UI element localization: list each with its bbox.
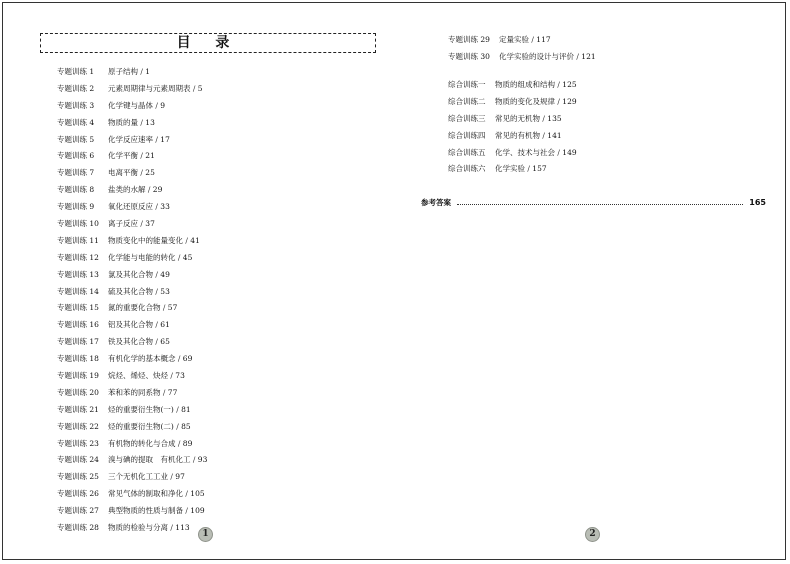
toc-entry-page: 33 bbox=[160, 202, 170, 212]
toc-entry-title: 典型物质的性质与制备 bbox=[108, 506, 183, 516]
toc-entry-page: 37 bbox=[145, 219, 155, 229]
toc-entry bbox=[57, 419, 207, 436]
toc-entry-label: 专题训练 27 bbox=[57, 506, 99, 516]
toc-entry-label: 专题训练 30 bbox=[448, 51, 490, 61]
toc-entry bbox=[57, 132, 207, 149]
toc-entry-label: 专题训练 19 bbox=[57, 371, 99, 381]
toc-entry bbox=[448, 128, 577, 145]
toc-entry-separator: / bbox=[574, 51, 582, 61]
toc-entry-title: 元素周期律与元素周期表 bbox=[108, 83, 191, 93]
toc-entry-title: 有机物的转化与合成 bbox=[108, 438, 176, 448]
toc-entry-title: 有机化学的基本概念 bbox=[108, 354, 176, 364]
toc-entry bbox=[57, 300, 207, 317]
toc-title: 目 录 bbox=[176, 35, 240, 51]
toc-entry bbox=[57, 486, 207, 503]
toc-entry-title: 常见气体的制取和净化 bbox=[108, 489, 183, 499]
toc-entry bbox=[448, 32, 596, 49]
toc-entry-title: 盐类的水解 bbox=[108, 185, 146, 195]
toc-entry-separator: / bbox=[153, 269, 161, 279]
toc-entry-label: 专题训练 17 bbox=[57, 337, 99, 347]
toc-entry-separator: / bbox=[138, 67, 146, 76]
toc-entry-title: 化学能与电能的转化 bbox=[108, 252, 176, 262]
toc-entry-title: 原子结构 bbox=[108, 67, 138, 76]
toc-entry bbox=[57, 216, 207, 233]
toc-entry-label: 专题训练 10 bbox=[57, 219, 99, 229]
toc-entry bbox=[448, 94, 577, 111]
toc-entry-label: 专题训练 20 bbox=[57, 387, 99, 397]
toc-entry-label: 专题训练 12 bbox=[57, 252, 99, 262]
toc-entry-separator: / bbox=[183, 489, 191, 499]
toc-entry bbox=[448, 145, 577, 162]
toc-entry-separator: / bbox=[168, 523, 176, 533]
toc-entry-page: 141 bbox=[547, 130, 562, 140]
toc-entry-page: 105 bbox=[190, 489, 205, 499]
toc-entry-separator: / bbox=[160, 387, 168, 397]
toc-entry-separator: / bbox=[175, 438, 183, 448]
toc-entry-label: 专题训练 28 bbox=[57, 523, 99, 533]
toc-entry bbox=[57, 115, 207, 132]
toc-entry-page: 109 bbox=[190, 506, 205, 516]
toc-entry-separator: / bbox=[153, 100, 161, 110]
toc-entry bbox=[57, 165, 207, 182]
toc-entry-title: 氮的重要化合物 bbox=[108, 303, 161, 313]
toc-entry-label: 综合训练一 bbox=[448, 80, 486, 89]
toc-entry bbox=[57, 233, 207, 250]
toc-entry bbox=[57, 402, 207, 419]
toc-entry bbox=[448, 49, 596, 66]
toc-entry-label: 专题训练 1 bbox=[57, 67, 95, 76]
toc-entry bbox=[448, 111, 577, 128]
page-number-left: 1 bbox=[198, 527, 213, 542]
toc-entry-separator: / bbox=[153, 286, 161, 296]
toc-entry bbox=[57, 250, 207, 267]
toc-entry-label: 专题训练 9 bbox=[57, 202, 95, 212]
toc-entry-title: 化学平衡 bbox=[108, 151, 138, 161]
toc-entry bbox=[57, 284, 207, 301]
toc-entry-separator: / bbox=[183, 506, 191, 516]
toc-entry-page: 73 bbox=[175, 371, 185, 381]
toc-entry-label: 综合训练六 bbox=[448, 164, 486, 174]
toc-entry-title: 常见的无机物 bbox=[495, 113, 540, 123]
toc-entry-title: 氯及其化合物 bbox=[108, 269, 153, 279]
toc-entry bbox=[448, 161, 577, 178]
toc-entry bbox=[57, 385, 207, 402]
toc-entry-label: 专题训练 5 bbox=[57, 134, 95, 144]
toc-entry-page: 13 bbox=[145, 117, 155, 127]
answers-entry bbox=[421, 196, 766, 208]
toc-entry-page: 117 bbox=[536, 35, 551, 44]
toc-entry-title: 铁及其化合物 bbox=[108, 337, 153, 347]
toc-entry-separator: / bbox=[138, 168, 146, 178]
toc-entry-separator: / bbox=[145, 185, 153, 195]
toc-entry-separator: / bbox=[160, 303, 168, 313]
toc-entry-label: 综合训练四 bbox=[448, 130, 486, 140]
toc-entry-title: 化学键与晶体 bbox=[108, 100, 153, 110]
toc-entry-page: 25 bbox=[145, 168, 155, 178]
toc-entry bbox=[57, 267, 207, 284]
toc-entry bbox=[57, 368, 207, 385]
toc-list-right-top bbox=[448, 32, 596, 66]
toc-entry bbox=[57, 98, 207, 115]
toc-entry-separator: / bbox=[138, 117, 146, 127]
toc-list-left bbox=[57, 64, 207, 537]
toc-entry-page: 65 bbox=[160, 337, 170, 347]
toc-entry bbox=[57, 520, 207, 537]
toc-entry-label: 专题训练 23 bbox=[57, 438, 99, 448]
toc-entry-label: 专题训练 13 bbox=[57, 269, 99, 279]
toc-entry-separator: / bbox=[540, 113, 548, 123]
toc-entry-page: 157 bbox=[532, 164, 547, 174]
toc-entry-label: 综合训练三 bbox=[448, 113, 486, 123]
toc-list-comprehensive bbox=[448, 77, 577, 178]
toc-entry-label: 专题训练 3 bbox=[57, 100, 95, 110]
toc-entry-title: 物质的组成和结构 bbox=[495, 80, 555, 89]
toc-entry-separator: / bbox=[175, 252, 183, 262]
toc-entry-label: 专题训练 21 bbox=[57, 404, 99, 414]
toc-entry-label: 专题训练 6 bbox=[57, 151, 95, 161]
toc-entry-title: 烃的重要衍生物(一) bbox=[108, 404, 174, 414]
toc-entry-label: 专题训练 11 bbox=[57, 235, 99, 245]
toc-entry bbox=[57, 436, 207, 453]
toc-entry-title: 氧化还原反应 bbox=[108, 202, 153, 212]
toc-entry-page: 57 bbox=[167, 303, 178, 313]
toc-entry-page: 97 bbox=[175, 472, 185, 482]
toc-entry-title: 苯和苯的同系物 bbox=[108, 387, 161, 397]
toc-entry-title: 硫及其化合物 bbox=[108, 286, 153, 296]
toc-entry bbox=[57, 351, 207, 368]
toc-entry bbox=[57, 81, 207, 98]
toc-entry-separator: / bbox=[183, 235, 191, 245]
toc-entry-separator: / bbox=[555, 80, 563, 89]
toc-entry-page: 149 bbox=[562, 147, 577, 157]
toc-entry-title: 化学反应速率 bbox=[108, 134, 153, 144]
toc-entry-page: 85 bbox=[181, 421, 191, 431]
toc-entry-label: 综合训练五 bbox=[448, 147, 486, 157]
answers-leader-dots bbox=[457, 199, 743, 205]
toc-entry-label: 专题训练 22 bbox=[57, 421, 99, 431]
toc-entry-label: 综合训练二 bbox=[448, 96, 486, 106]
toc-entry-page: 77 bbox=[167, 387, 178, 397]
toc-entry-separator: / bbox=[138, 219, 146, 229]
toc-entry-page: 45 bbox=[182, 252, 193, 262]
toc-entry bbox=[57, 469, 207, 486]
toc-entry-separator: / bbox=[153, 134, 161, 144]
toc-entry-title: 常见的有机物 bbox=[495, 130, 540, 140]
toc-entry-page: 9 bbox=[160, 100, 166, 110]
toc-entry-page: 29 bbox=[152, 185, 163, 195]
toc-entry-separator: / bbox=[153, 320, 161, 330]
toc-entry-label: 专题训练 14 bbox=[57, 286, 99, 296]
toc-entry-page: 81 bbox=[181, 404, 191, 414]
toc-entry-page: 93 bbox=[197, 455, 208, 465]
toc-entry-page: 49 bbox=[160, 269, 170, 279]
toc-entry-page: 135 bbox=[547, 113, 562, 123]
toc-entry-title: 物质的量 bbox=[108, 117, 138, 127]
toc-entry-label: 专题训练 29 bbox=[448, 35, 490, 44]
toc-entry-label: 专题训练 25 bbox=[57, 472, 99, 482]
toc-entry-separator: / bbox=[153, 202, 161, 212]
toc-entry-title: 化学实验的设计与评价 bbox=[499, 51, 574, 61]
toc-entry bbox=[57, 64, 207, 81]
toc-entry-title: 化学实验 bbox=[495, 164, 525, 174]
toc-entry-separator: / bbox=[153, 337, 161, 347]
toc-entry-page: 17 bbox=[160, 134, 170, 144]
toc-entry-separator: / bbox=[173, 404, 182, 414]
toc-entry-title: 物质变化中的能量变化 bbox=[108, 235, 183, 245]
toc-entry-title: 化学、技术与社会 bbox=[495, 147, 555, 157]
toc-entry-label: 专题训练 7 bbox=[57, 168, 95, 178]
toc-entry-separator: / bbox=[173, 421, 182, 431]
toc-entry-page: 61 bbox=[160, 320, 170, 330]
toc-entry-title: 三个无机化工工业 bbox=[108, 472, 168, 482]
toc-entry-separator: / bbox=[555, 96, 563, 106]
toc-entry-label: 专题训练 8 bbox=[57, 185, 95, 195]
toc-entry-title: 烃的重要衍生物(二) bbox=[108, 421, 174, 431]
toc-entry-label: 专题训练 2 bbox=[57, 83, 95, 93]
toc-entry-page: 121 bbox=[581, 51, 596, 61]
toc-entry-page: 129 bbox=[562, 96, 577, 106]
toc-entry-separator: / bbox=[529, 35, 537, 44]
toc-entry bbox=[57, 317, 207, 334]
toc-entry-page: 53 bbox=[160, 286, 170, 296]
toc-entry-title: 铝及其化合物 bbox=[108, 320, 153, 330]
toc-entry bbox=[57, 334, 207, 351]
toc-entry-title: 物质的变化及规律 bbox=[495, 96, 555, 106]
toc-entry-separator: / bbox=[138, 151, 146, 161]
toc-entry-title: 溴与碘的提取 有机化工 bbox=[108, 455, 191, 465]
toc-entry-label: 专题训练 15 bbox=[57, 303, 99, 313]
toc-entry-separator: / bbox=[168, 371, 176, 381]
toc-entry-separator: / bbox=[168, 472, 176, 482]
toc-entry-page: 41 bbox=[190, 235, 200, 245]
toc-entry-title: 离子反应 bbox=[108, 219, 138, 229]
toc-entry-label: 专题训练 4 bbox=[57, 117, 95, 127]
answers-page: 165 bbox=[749, 197, 766, 207]
toc-entry-page: 21 bbox=[145, 151, 155, 161]
toc-entry-label: 专题训练 16 bbox=[57, 320, 99, 330]
toc-entry bbox=[57, 503, 207, 520]
toc-entry-page: 113 bbox=[175, 523, 190, 533]
toc-entry-page: 69 bbox=[182, 354, 193, 364]
answers-label: 参考答案 bbox=[421, 197, 451, 207]
toc-entry bbox=[57, 199, 207, 216]
toc-entry-separator: / bbox=[555, 147, 563, 157]
toc-entry-separator: / bbox=[175, 354, 183, 364]
toc-entry bbox=[57, 148, 207, 165]
toc-entry-title: 电离平衡 bbox=[108, 168, 138, 178]
toc-entry-title: 烷烃、烯烃、炔烃 bbox=[108, 371, 168, 381]
toc-entry-separator: / bbox=[540, 130, 548, 140]
toc-entry-label: 专题训练 18 bbox=[57, 354, 99, 364]
toc-entry-page: 5 bbox=[197, 83, 203, 93]
toc-entry bbox=[448, 77, 577, 94]
toc-entry bbox=[57, 452, 207, 469]
toc-entry-title: 定量实验 bbox=[499, 35, 529, 44]
toc-entry-separator: / bbox=[190, 455, 198, 465]
toc-title-box bbox=[40, 33, 376, 53]
toc-entry-title: 物质的检验与分离 bbox=[108, 523, 168, 533]
toc-entry-page: 89 bbox=[182, 438, 193, 448]
toc-entry-page: 125 bbox=[562, 80, 577, 89]
toc-entry-separator: / bbox=[525, 164, 533, 174]
toc-entry-label: 专题训练 26 bbox=[57, 489, 99, 499]
toc-entry-label: 专题训练 24 bbox=[57, 455, 99, 465]
toc-entry-separator: / bbox=[190, 83, 198, 93]
toc-entry bbox=[57, 182, 207, 199]
page-number-right: 2 bbox=[585, 527, 600, 542]
toc-entry-page: 1 bbox=[145, 67, 151, 76]
